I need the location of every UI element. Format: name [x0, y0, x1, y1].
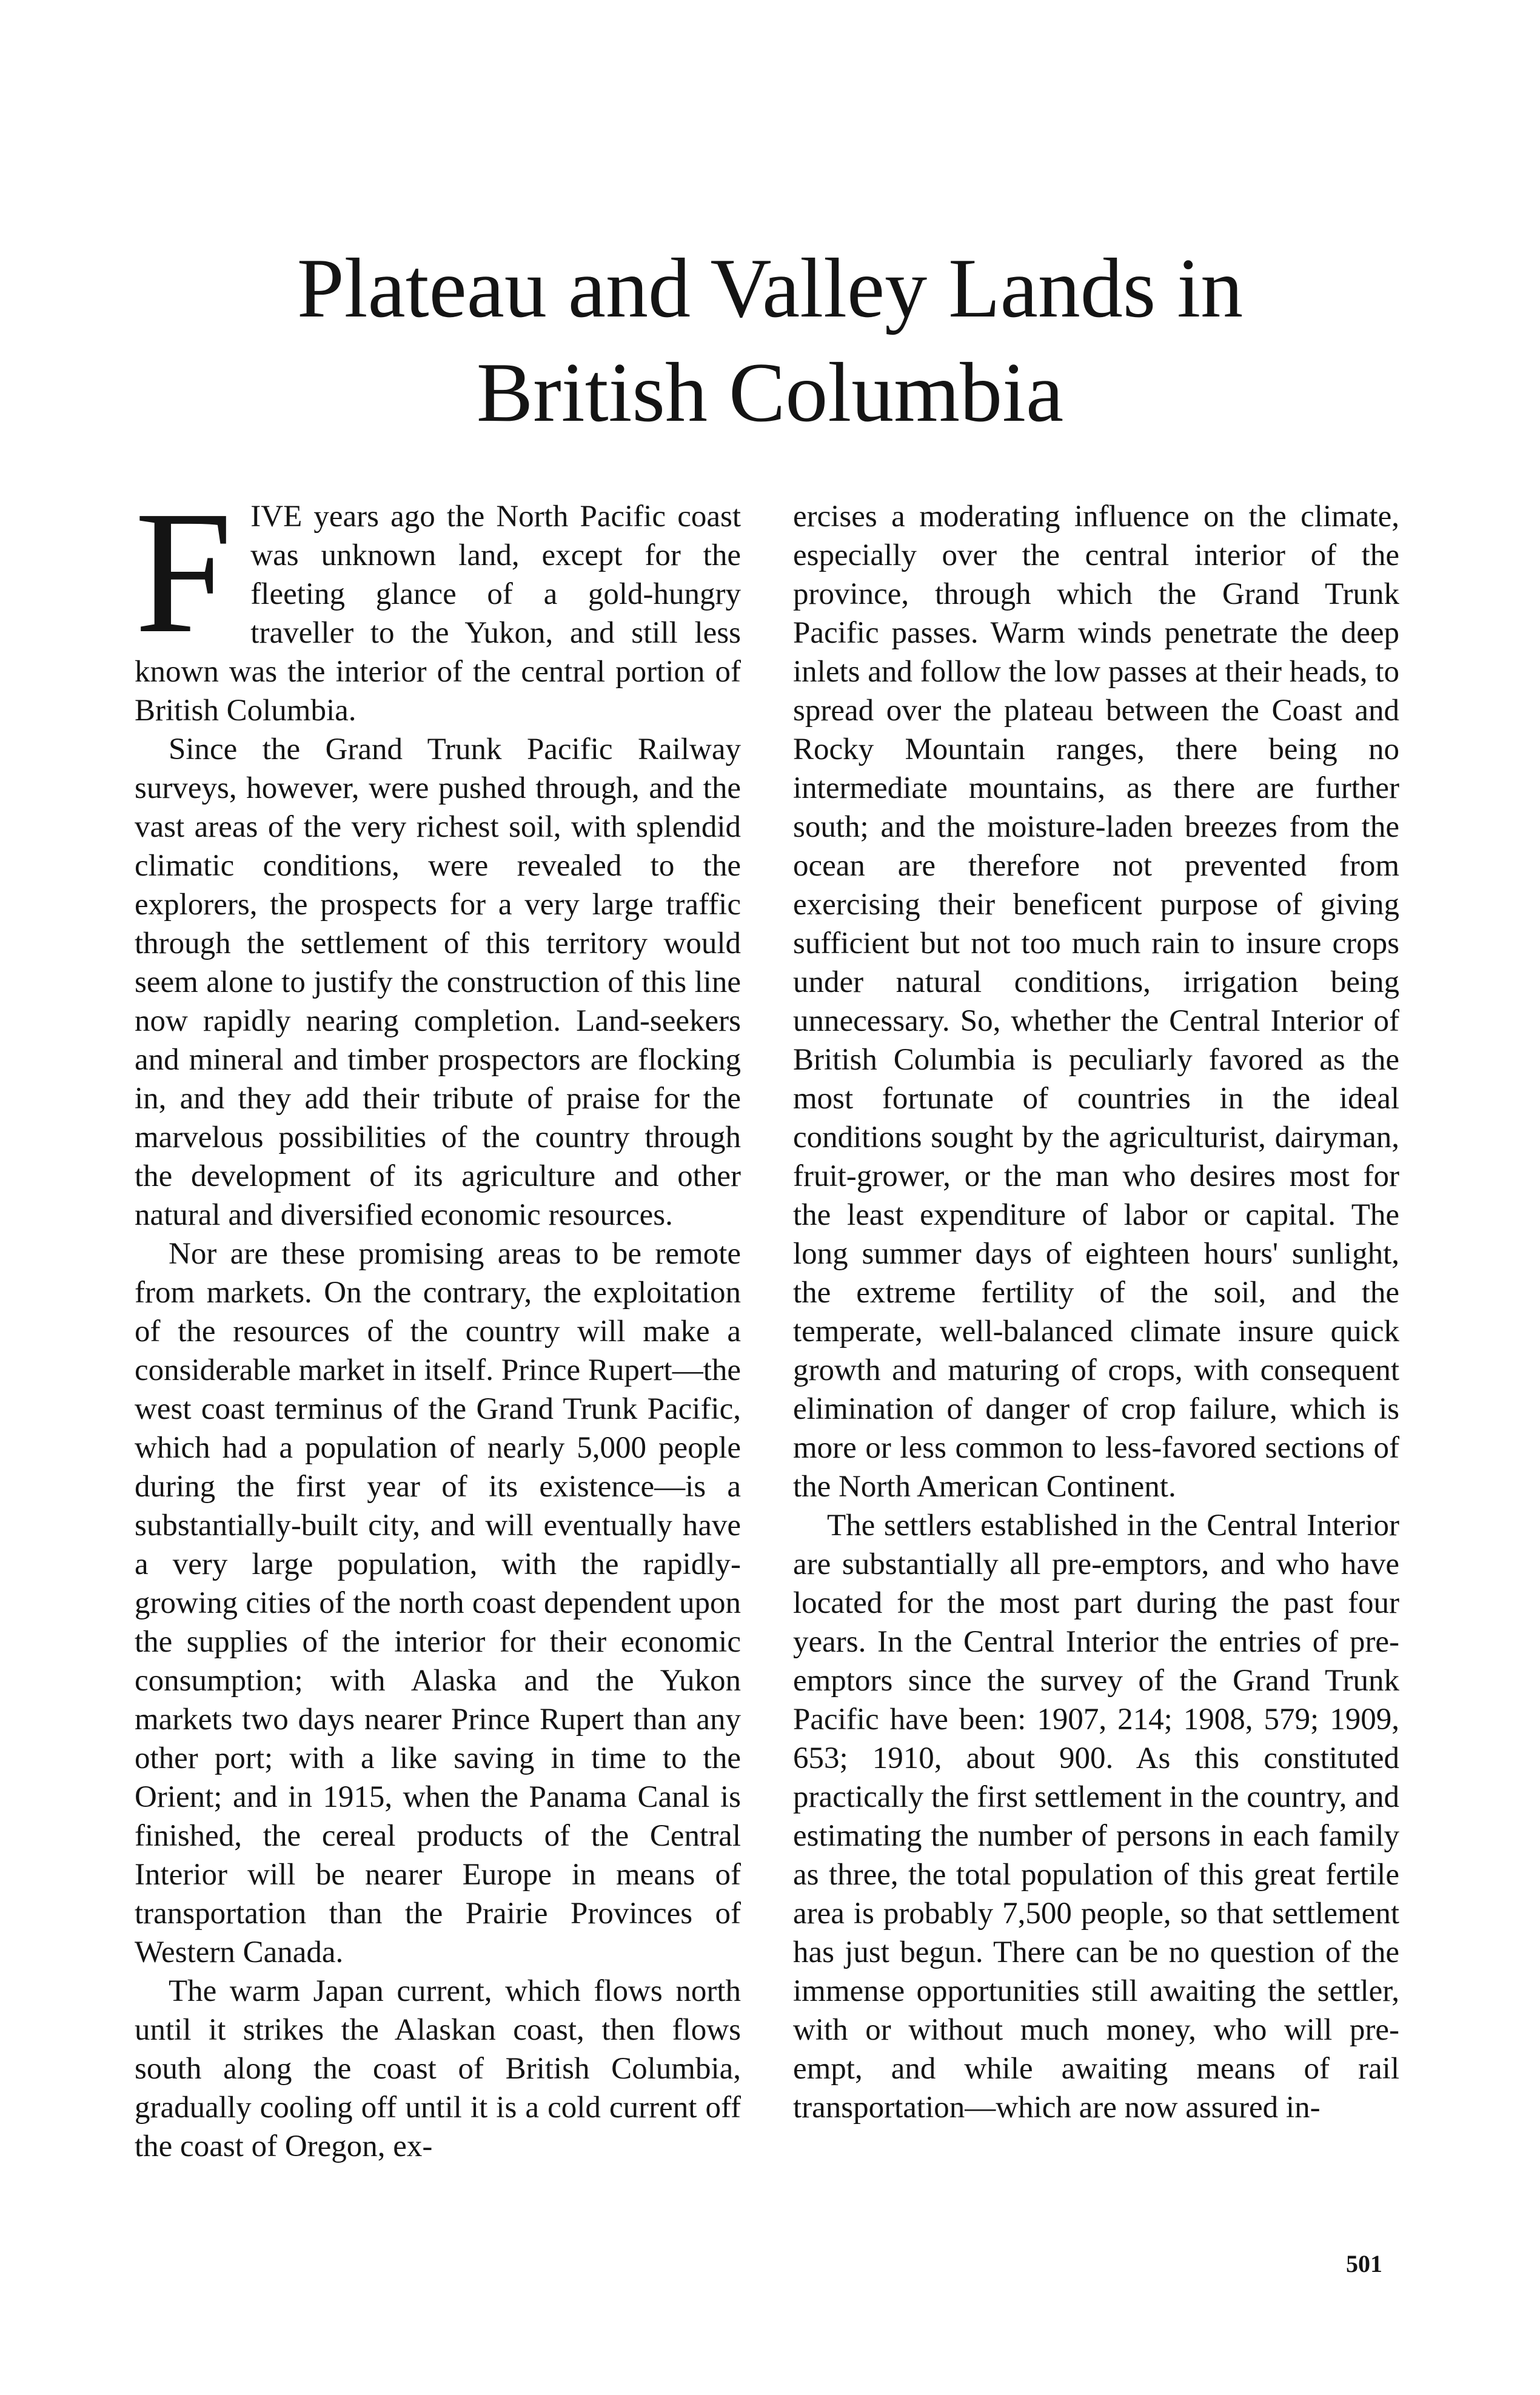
paragraph: [135, 475, 741, 730]
paragraph: The settlers established in the Central Interior are substantially all pre-emptors, and who have located for the most part during the past four years. In the Central Interior the entries of pre-emptors since the survey of the Grand Trunk Pacific have been: 1907, 214; 1908, 579; 1909, 653; 1910, about 900. As this constituted practically the first settlement in the country, and estimating the number of persons in each family as three, the total population of this great fertile area is probably 7,500 people, so that settlement has just begun. There can be no question of the immense opportunities still awaiting the settler, with or without much money, who will pre-empt, and while awaiting means of rail transportation—which are now assured in-: [793, 1509, 1399, 2125]
right-column: [793, 497, 1399, 2127]
left-column: [135, 475, 741, 2166]
page-title: [121, 236, 1419, 445]
paragraph: Since the Grand Trunk Pacific Railway surveys, however, were pushed through, and the vast areas of the very richest soil, with splendid climatic conditions, were revealed to the explorers, the prospects for a very large traffic through the settlement of this territory would seem alone to justify the construction of this line now rapidly nearing completion. Land-seekers and mineral and timber prospectors are flocking in, and they add their tribute of praise for the marvelous possibilities of the country through the development of its agriculture and other natural and diversified economic resources.: [135, 732, 741, 1232]
paragraph: The warm Japan current, which flows north until it strikes the Alaskan coast, then flows south along the coast of British Columbia, gradually cooling off until it is a cold current off the coast of Oregon, ex-: [135, 1974, 741, 2163]
page-number: 501: [1346, 2250, 1382, 2277]
paragraph-text: IVE years ago the North Pacific coast was unknown land, except for the fleeting glance of a gold-hungry traveller to the Yukon, and still less known was the interior of the central portion of British Columbia.: [135, 500, 741, 728]
drop-cap: F: [135, 475, 233, 669]
title-line-2: British Columbia: [476, 346, 1064, 440]
title-line-1: Plateau and Valley Lands in: [296, 241, 1244, 335]
paragraph: ercises a moderating influence on the climate, especially over the central interior of the province, through which the Grand Trunk Pacific passes. Warm winds penetrate the deep inlets and follow the low passes at their heads, to spread over the plateau between the Coast and Rocky Mountain ranges, there being no intermediate mountains, as there are further south; and the moisture-laden breezes from the ocean are therefore not prevented from exercising their beneficent purpose of giving sufficient but not too much rain to insure crops under natural conditions, irrigation being unnecessary. So, whether the Central Interior of British Columbia is peculiarly favored as the most fortunate of countries in the ideal conditions sought by the agriculturist, dairyman, fruit-grower, or the man who desires most for the least expenditure of labor or capital. The long summer days of eighteen hours' sunlight, the extreme fertility of the soil, and the temperate, well-balanced climate insure quick growth and maturing of crops, with consequent elimination of danger of crop failure, which is more or less common to less-favored sections of the North American Continent.: [793, 500, 1399, 1504]
paragraph: Nor are these promising areas to be remote from markets. On the contrary, the exploitation of the resources of the country will make a considerable market in itself. Prince Rupert—the west coast terminus of the Grand Trunk Pacific, which had a population of nearly 5,000 people during the first year of its existence—is a substantially-built city, and will eventually have a very large population, with the rapidly-growing cities of the north coast dependent upon the supplies of the interior for their economic consumption; with Alaska and the Yukon markets two days nearer Prince Rupert than any other port; with a like saving in time to the Orient; and in 1915, when the Panama Canal is finished, the cereal products of the Central Interior will be nearer Europe in means of transportation than the Prairie Provinces of Western Canada.: [135, 1237, 741, 1969]
